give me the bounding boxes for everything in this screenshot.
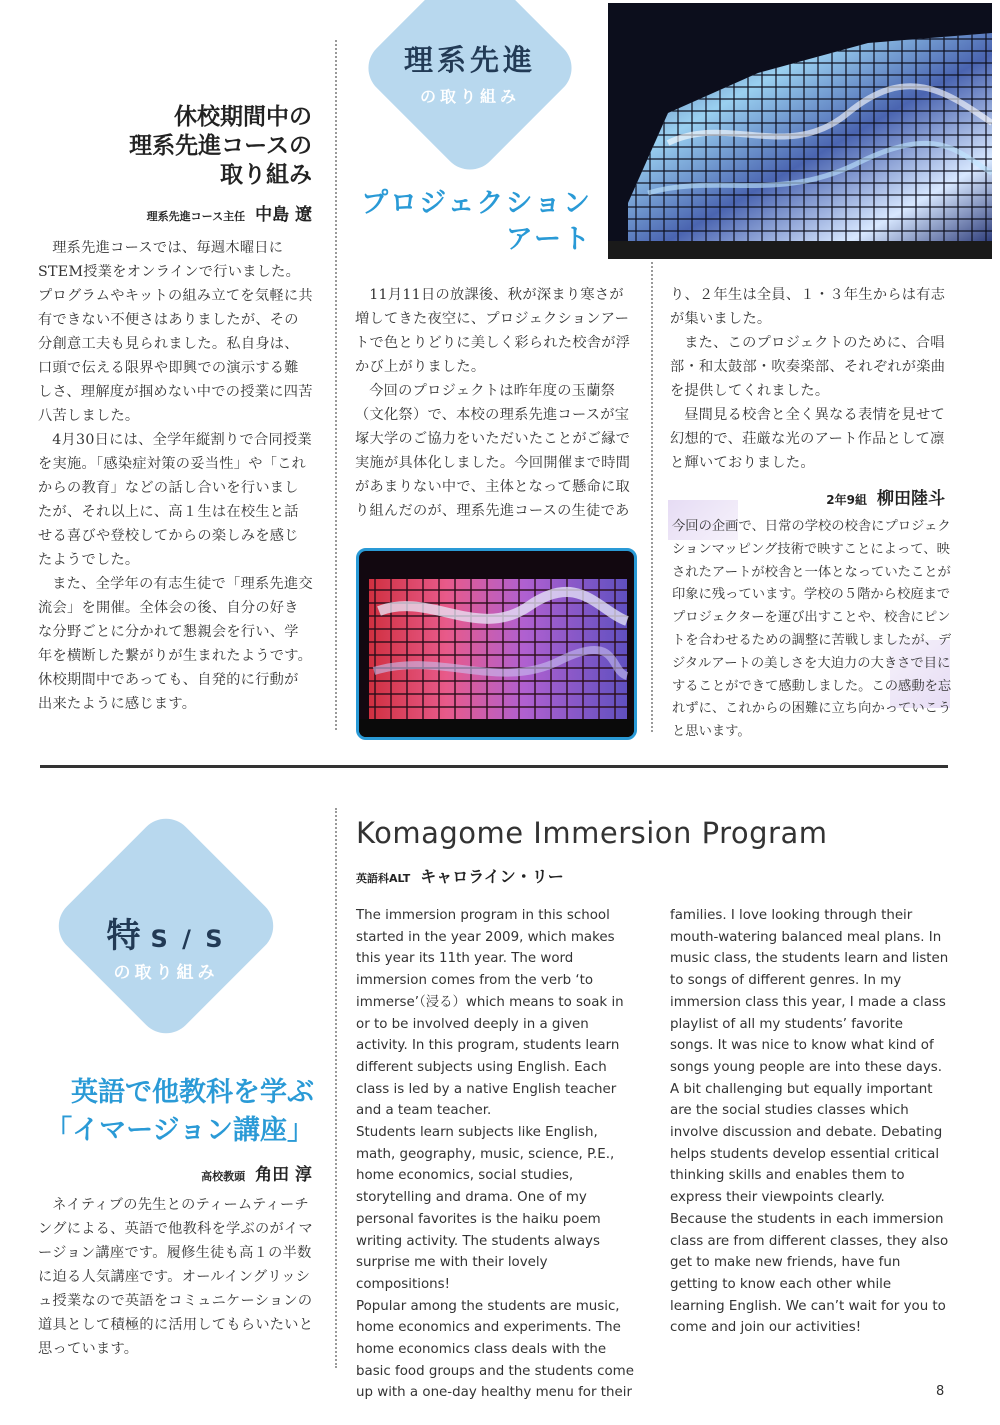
article-title-immersion-en: Komagome Immersion Program [356,816,828,850]
article-body-immersion-col2 [670,905,950,1339]
article-body-projection-mid [355,283,631,523]
student-name: 柳田陸斗 [877,489,945,509]
author-line-yanagida [826,484,945,509]
author-role: 高校教頭 [201,1170,246,1183]
article-body-immersion-jp: ネイティブの先生とのティームティーチングによる、英語で他教科を学ぶのがイマージョン講座です。履修生徒も高１の半数に迫る人気講座です。オールイングリッシュ授業なので英語をコミュニケーションの道具として積極的に活用してもらいたいと思っています。 [38,1197,314,1357]
paragraph: 11月11日の放課後、秋が深まり寒さが増してきた夜空に、プロジェクションアートで色とりどりに美しく彩られた校舎が浮かび上がりました。 [355,287,631,375]
author-name: 中島 遼 [255,205,312,225]
author-line-tsunoda [201,1160,312,1185]
author-line-nakajima [147,200,312,225]
author-name: 角田 淳 [255,1165,312,1185]
paragraph: 理系先進コースでは、毎週木曜日にSTEM授業をオンラインで行いました。プログラムやキットの組み立てを気軽に共有できない不便さはありましたが、その分創意工夫も見られました。私自身は、口頭で伝える限界や即興での演示する難しさ、理解度が掴めない中での授業に四苦八苦しました。 [38,240,313,424]
title-line: アート [505,224,592,255]
article-title-immersion-jp [45,1074,314,1150]
article-title-remote-course [129,102,312,189]
student-comment: 今回の企画で、日常の学校の校舎にプロジェクションマッピング技術で映すことによって、映されたアートが校舎と一体となっていたことが印象に残っています。学校の５階から校庭までプロジェクターを運び出すことや、校舎にピントを合わせるための調整に苦戦しましたが、デジタルアートの美しさを大迫力の大きさで目にすることができて感動しました。この感動を忘れずに、これからの困難に立ち向かっていこうと思います。 [672,519,952,740]
paragraph: The immersion program in this school started in the year 2009, which makes this year its 11th year. The word immersion comes from the verb ‘to immerse’（浸る）which means to soak in or to be involved deeply in a given activity. In this program, students learn different subjects using English. Each class is led by a native English teacher and a team teacher. [356,908,624,1119]
badge-title-main: 特 [106,916,141,956]
paragraph: families. I love looking through their mouth-watering balanced meal plans. In music class, the students learn and listen to songs of different genres. In my immersion class this year, I made a class playlist of all my students’ favorite songs. It was nice to know what kind of songs young people are into these days. A bit challenging but equally important are the social studies classes which involve discussion and debate. Debating helps students develop essential critical thinking skills and enables them to express their viewpoints clearly. [670,908,949,1206]
paragraph: Popular among the students are music, home economics and experiments. The home economics class deals with the basic food groups and the students come up with a one-day healthy menu for their [356,1298,634,1401]
article-body-immersion-col1 [356,905,636,1404]
badge-subtitle: の取り組み [419,87,520,106]
paragraph: り、２年生は全員、１・３年生からは有志が集いました。 [670,287,946,327]
article-body-remote-course [38,236,313,716]
paragraph: また、このプロジェクトのために、合唱部・和太鼓部・吹奏楽部、それぞれが楽曲を提供してくれました。 [670,335,946,399]
title-line: 取り組み [220,161,312,188]
section-divider [40,765,948,768]
column-divider [335,40,337,730]
article-body-projection-right [670,283,948,475]
title-line: 理系先進コースの [129,132,312,159]
badge-subtitle: の取り組み [113,963,219,983]
article-title-projection [361,186,592,258]
photo-projection-building [608,3,992,259]
title-line: 休校期間中の [174,103,312,130]
building-illustration [608,3,992,259]
paragraph: 今回のプロジェクトは昨年度の玉蘭祭（文化祭）で、本校の理系先進コースが宝塚大学のご協力をいただいたことがご縁で実施が具体化しました。今回開催まで時間があまりない中で、主体となって懸命に取り組んだのが、理系先進コースの生徒であ [355,383,631,519]
author-line-caroline [356,864,564,887]
title-line: 「イマージョン講座」 [45,1115,314,1146]
student-class: 2年9組 [826,493,867,507]
badge-title-rikei: 理系先進 [403,43,536,77]
paragraph: Because the students in each immersion class are from different classes, they also get to make new friends, have fun getting to know each other while learning English. We can’t wait for you to come and join our activities! [670,1211,949,1336]
author-role: 英語科ALT [356,872,411,885]
title-line: プロジェクション [361,188,592,219]
author-name: キャロライン・リー [420,867,564,886]
author-role: 理系先進コース主任 [146,210,246,223]
badge-title-toku [86,908,246,957]
paragraph: また、全学年の有志生徒で「理系先進交流会」を開催。全体会の後、自分の好きな分野ごとに分かれて懇親会を行い、学年を横断した繋がりが生まれたようです。休校期間中であっても、自発的に行動が出来たように感じます。 [38,576,313,712]
page-number: 8 [936,1384,945,1399]
photo-projection-red-building [356,548,637,740]
paragraph: 4月30日には、全学年縦割りで合同授業を実施。「感染症対策の妥当性」や「これからの教育」などの話し合いを行いましたが、それ以上に、高１生は在校生と話せる喜びや登校してからの楽しみを感じたようでした。 [38,432,312,568]
title-line: 英語で他教科を学ぶ [71,1077,314,1108]
paragraph: 昼間見る校舎と全く異なる表情を見せて幻想的で、荘厳な光のアート作品として凛と輝いておりました。 [670,407,945,471]
column-divider [335,808,337,1368]
column-divider [651,262,653,732]
badge-title-ss: S / S [150,925,226,953]
building-illustration-2 [359,551,634,737]
paragraph: Students learn subjects like English, math, geography, music, science, P.E., home economics, social studies, storytelling and drama. One of my personal favorites is the haiku poem writing activity. The students always surprise me with their lovely compositions! [356,1125,615,1292]
